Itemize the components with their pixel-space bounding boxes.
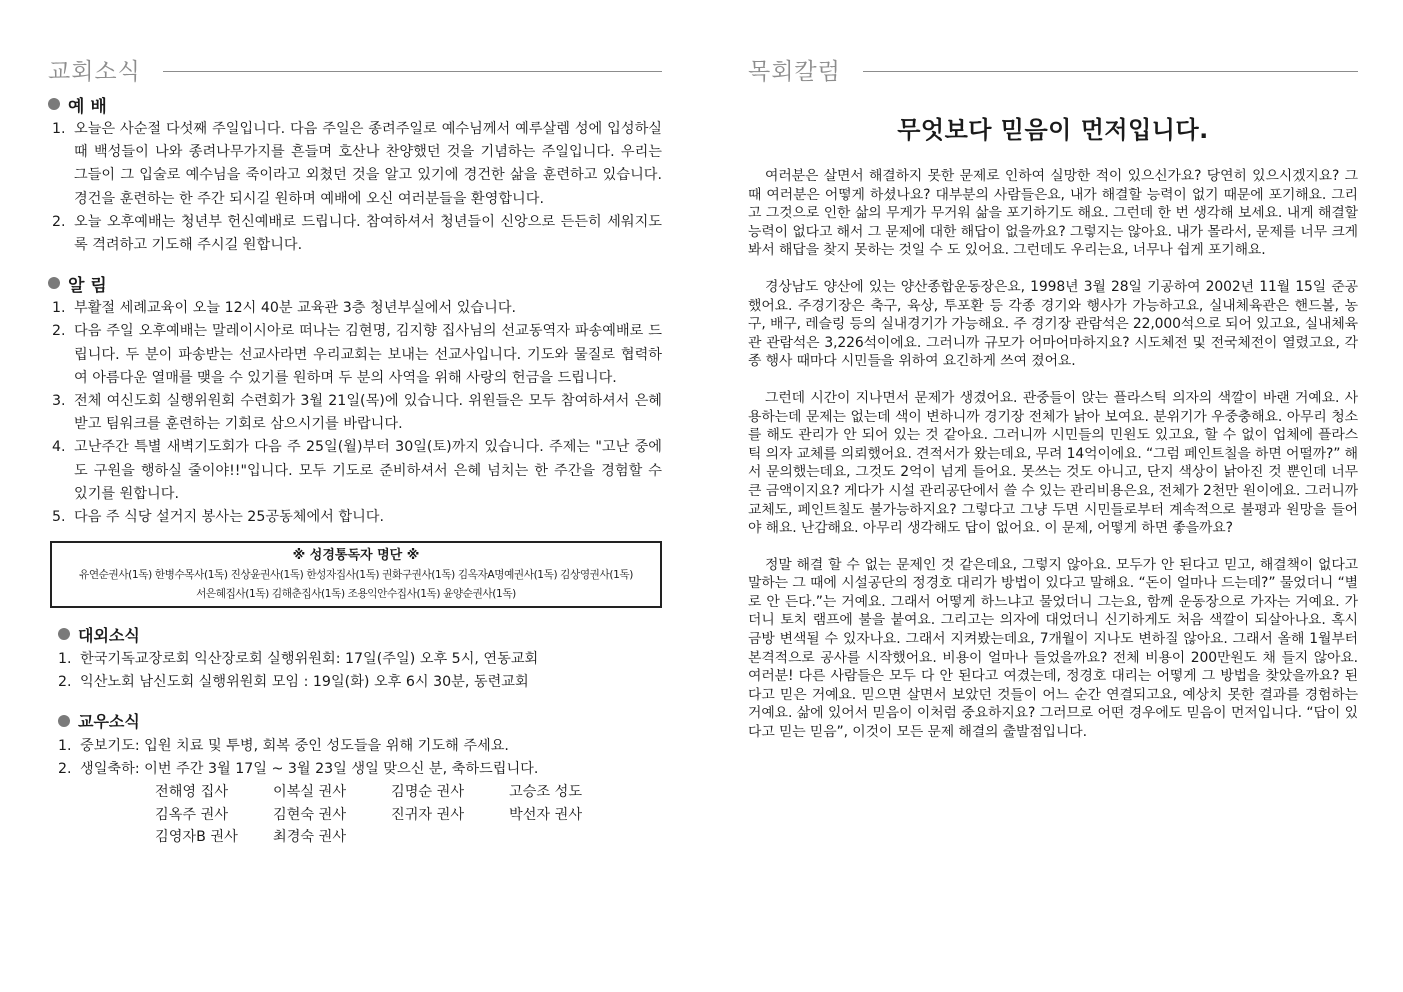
bullet-icon [58, 715, 70, 727]
bible-box-names-line2: 서은혜집사(1독) 김해춘집사(1독) 조용익안수집사(1독) 윤양순권사(1독) [196, 588, 516, 601]
church-news-header [48, 52, 662, 86]
item-number: 5. [52, 509, 66, 526]
item-number: 2. [58, 674, 72, 691]
item-text: 부활절 세례교육이 오늘 12시 40분 교육관 3층 청년부실에서 있습니다. [74, 300, 517, 317]
birthday-names [155, 781, 662, 849]
bullet-icon [48, 98, 60, 110]
item-number: 3. [52, 393, 66, 410]
birthday-name: 김옥주 권사 [155, 806, 229, 823]
birthday-name: 김명순 권사 [391, 784, 465, 801]
birthday-name: 김영자B 권사 [155, 829, 238, 846]
item-text: 익산노회 남신도회 실행위원회 모임 : 19일(화) 오후 6시 30분, 동련교회 [80, 674, 529, 691]
list-item [48, 390, 662, 436]
list-item [48, 436, 662, 506]
bullet-icon [58, 628, 70, 640]
item-text: 고난주간 특별 새벽기도회가 다음 주 25일(월)부터 30일(토)까지 있습니다. 주제는 "고난 중에도 구원을 행하실 줄이야!!"입니다. 모두 기도로 준비하셔서 은혜 넘치는 한 주간을 경험할 수 있기를 원합니다. [74, 439, 662, 502]
birthday-name: 전해영 집사 [155, 784, 229, 801]
birthday-name: 박선자 권사 [509, 806, 583, 823]
item-number: 2. [52, 323, 66, 340]
members-list [54, 735, 662, 781]
members-title: 교우소식 [78, 712, 140, 732]
column-paragraph: 정말 해결 할 수 없는 문제인 것 같은데요, 그렇지 않아요. 모두가 안 된다고 믿고, 해결책이 없다고 말하는 그 때에 시설공단의 정경호 대리가 방법이 있다고 말해요. “돈이 얼마나 드는데?” 물었더니 “별로 안 든다.”는 거예요. 그래서 어떻게 하느냐고 물었더니 그는요, 함께 운동장으로 가자는 거예요. 가더니 토치 램프에 불을 붙여요. 그리고는 의자에 대었더니 신기하게도 처음 색깔이 되살아나요. 혹시 금방 변색될 수 있자나요. 그래서 지켜봤는데요, 7개월이 지나도 변하질 않아요. 그래서 올해 1월부터 본격적으로 공사를 시작했어요. 비용이 얼마나 들었을까요? 전체 비용이 200만원도 채 들지 않아요. 여러분! 다른 사람들은 모두 다 안 된다고 여겼는데, 정경호 대리는 어떻게 그 방법을 찾았을까요? 된다고 믿은 거예요. 믿으면 살면서 보았던 것들이 어느 순간 연결되고요, 예상치 못한 결과를 경험하는 거예요. 삶에 있어서 믿음이 이처럼 중요하지요? 그러므로 어떤 경우에도 믿음이 먼저입니다. “답이 있다고 믿는 믿음”, 이것이 모든 문제 해결의 출발점입니다. [748, 556, 1358, 741]
item-text: 다음 주 식당 설거지 봉사는 25공동체에서 합니다. [74, 509, 385, 526]
list-item [54, 735, 662, 758]
list-item [54, 671, 662, 694]
item-number: 2. [52, 213, 66, 230]
external-title: 대외소식 [78, 625, 140, 645]
item-number: 1. [58, 651, 72, 668]
header-rule [863, 71, 1358, 72]
pastoral-column-header-title: 목회칼럼 [748, 58, 841, 85]
item-text: 전체 여신도회 실행위원회 수련회가 3월 21일(목)에 있습니다. 위원들은 모두 참여하셔서 은혜받고 팀워크를 훈련하는 기회로 삼으시기를 바랍니다. [74, 393, 662, 433]
external-list [54, 648, 662, 694]
column-paragraph: 그런데 시간이 지나면서 문제가 생겼어요. 관중들이 앉는 플라스틱 의자의 색깔이 바랜 거예요. 사용하는데 문제는 없는데 색이 변하니까 경기장 전체가 낡아 보여요. 분위기가 우중충해요. 아무리 청소를 해도 관리가 안 되어 있는 것 같아요. 그러니까 시민들의 민원도 있고요, 할 수 없이 업체에 플라스틱 의자 교체를 의뢰했어요. 견적서가 왔는데요, 무려 14억이에요. “그럼 페인트칠을 하면 어떨까?” 해서 문의했는데요, 그것도 2억이 넘게 들어요. 못쓰는 것도 아니고, 단지 색상이 낡아진 것 뿐인데 너무 큰 금액이지요? 게다가 시설 관리공단에서 쓸 수 있는 관리비용은요, 전체가 2천만 원이에요. 그러니까 교체도, 페인트칠도 불가능하지요? 그렇다고 그냥 두면 시민들로부터 계속적으로 불평과 원망을 들어야 해요. 난감해요. 아무리 생각해도 답이 없어요. 이 문제, 어떻게 하면 좋을까요? [748, 389, 1358, 537]
notice-heading [48, 271, 662, 295]
birthday-name: 이복실 권사 [273, 784, 347, 801]
birthday-row [155, 781, 662, 804]
external-heading [58, 622, 662, 646]
birthday-name: 진귀자 권사 [391, 806, 465, 823]
item-number: 4. [52, 439, 66, 456]
pastoral-column-header [748, 52, 1358, 86]
column-title: 무엇보다 믿음이 먼저입니다. [897, 116, 1209, 144]
item-number: 1. [58, 737, 72, 754]
column-paragraph: 경상남도 양산에 있는 양산종합운동장은요, 1998년 3월 28일 기공하여 2002년 11월 15일 준공했어요. 주경기장은 축구, 육상, 투포환 등 각종 경기와 행사가 가능하고요, 실내체육관은 핸드볼, 농구, 배구, 레슬링 등의 실내경기가 가능해요. 주 경기장 관람석은 22,000석으로 되어 있고요, 실내체육관 관람석은 3,226석이에요. 그러니까 규모가 어마어마하지요? 시도체전 및 전국체전이 열렸고요, 각종 행사 때마다 시민들을 위하여 요긴하게 쓰여 졌어요. [748, 278, 1358, 370]
list-item [54, 758, 662, 781]
list-item [48, 211, 662, 257]
item-text: 오늘 오후예배는 청년부 헌신예배로 드립니다. 참여하셔서 청년들이 신앙으로 든든히 세워지도록 격려하고 기도해 주시길 원합니다. [74, 213, 662, 254]
item-text: 한국기독교장로회 익산장로회 실행위원회: 17일(주일) 오후 5시, 연동교회 [80, 651, 539, 668]
item-text: 다음 주일 오후예배는 말레이시아로 떠나는 김현명, 김지향 집사님의 선교동역자 파송예배로 드립니다. 두 분이 파송받는 선교사라면 우리교회는 보내는 선교사입니다. 기도와 물질로 협력하여 아름다운 열매를 맺을 수 있기를 원하며 두 분의 사역을 위해 사랑의 헌금을 드립니다. [74, 323, 662, 386]
pastoral-column [748, 52, 1358, 760]
list-item [48, 297, 662, 320]
bible-reader-box [50, 541, 662, 608]
worship-heading [48, 92, 662, 116]
notice-list [48, 297, 662, 529]
item-text: 생일축하: 이번 주간 3월 17일 ~ 3월 23일 생일 맞으신 분, 축하드립니다. [80, 760, 539, 777]
list-item [48, 506, 662, 529]
item-text: 오늘은 사순절 다섯째 주일입니다. 다음 주일은 종려주일로 예수님께서 예루살렘 성에 입성하실 때 백성들이 나와 종려나무가지를 흔들며 호산나 찬양했던 것을 기념하는 주일입니다. 우리는 그들이 그 입술로 예수님을 죽이라고 외쳤던 것을 알고 있기에 경건한 삶을 훈련하고 있습니다. 경건을 훈련하는 한 주간 되시길 원하며 예배에 오신 여러분들을 환영합니다. [74, 121, 662, 207]
birthday-name: 김현숙 권사 [273, 806, 347, 823]
church-news-title: 교회소식 [48, 58, 141, 85]
members-heading [58, 709, 662, 733]
birthday-row [155, 826, 662, 849]
column-paragraph: 여러분은 살면서 해결하지 못한 문제로 인하여 실망한 적이 있으신가요? 당연히 있으시겠지요? 그 때 여러분은 어떻게 하셨나요? 대부분의 사람들은요, 내가 해결할 능력이 없기 때문에 포기해요. 그리고 그것으로 인한 삶의 무게가 무거워 삶을 포기하기도 해요. 그런데 한 번 생각해 보세요. 내게 해결할 능력이 없다고 해서 그 문제에 대한 해답이 없을까요? 그렇지는 않아요. 내가 몰라서, 문제를 너무 크게 봐서 해답을 찾지 못하는 것일 수 도 있어요. 그런데도 우리는요, 너무나 쉽게 포기해요. [748, 168, 1358, 259]
item-number: 1. [52, 300, 66, 317]
bible-box-names-line1: 유연순권사(1독) 한병수목사(1독) 진상윤권사(1독) 한성자집사(1독) 권화구권사(1독) 김옥자A명예권사(1독) 김상영권사(1독) [79, 569, 633, 582]
header-rule [163, 71, 662, 72]
list-item [48, 118, 662, 211]
worship-list [48, 118, 662, 257]
list-item [48, 320, 662, 390]
birthday-name: 고승조 성도 [509, 784, 583, 801]
bullet-icon [48, 277, 60, 289]
birthday-name: 최경숙 권사 [273, 829, 347, 846]
church-news-column [48, 52, 662, 849]
worship-title: 예 배 [68, 96, 107, 117]
item-number: 1. [52, 121, 66, 137]
item-text: 중보기도: 입원 치료 및 투병, 회복 중인 성도들을 위해 기도해 주세요. [80, 737, 509, 754]
bible-box-title: ※ 성경통독자 명단 ※ [292, 548, 420, 564]
item-number: 2. [58, 760, 72, 777]
birthday-row [155, 804, 662, 827]
list-item [54, 648, 662, 671]
notice-title: 알 림 [68, 275, 107, 296]
